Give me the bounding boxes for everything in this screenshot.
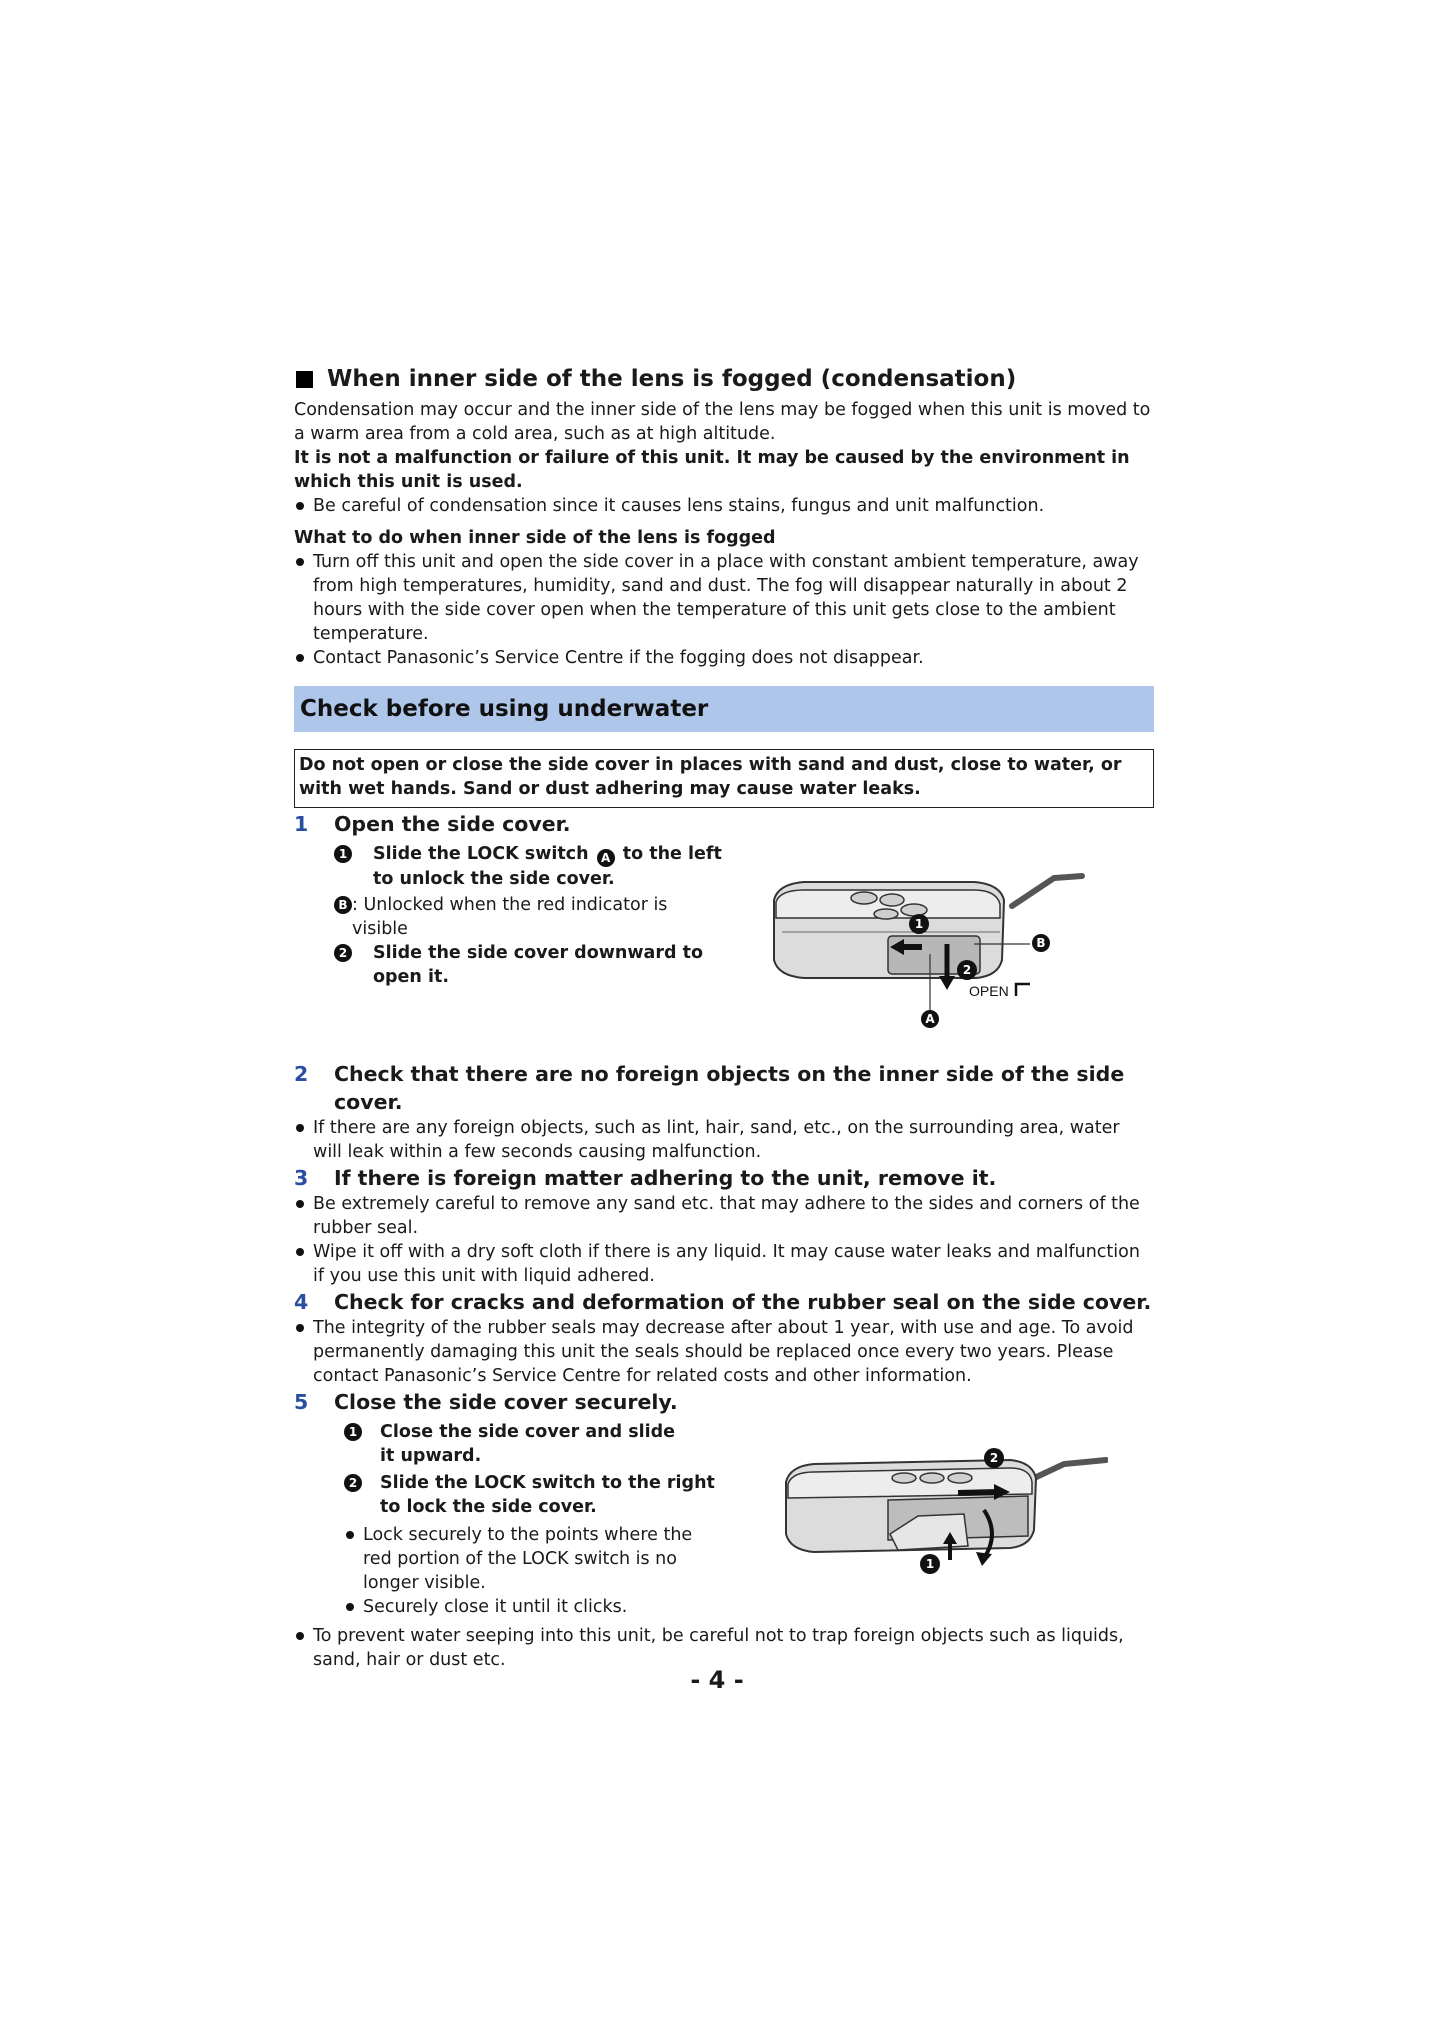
step-5-title: Close the side cover securely.	[334, 1390, 678, 1414]
page-content	[294, 362, 1154, 1672]
warning-box: Do not open or close the side cover in places with sand and dust, close to water, or with wet hands. Sand or dust adhering may cause water leaks.	[294, 749, 1154, 808]
step-5-number: 5	[294, 1390, 309, 1414]
open-label: OPEN	[969, 983, 1009, 999]
step-5-bullet-1: Lock securely to the points where the red portion of the LOCK switch is no longer visible.	[344, 1523, 708, 1595]
step-4-title: Check for cracks and deformation of the rubber seal on the side cover.	[334, 1290, 1152, 1314]
step-5-sub-2	[344, 1471, 734, 1519]
fig1-marker-1-icon: 1	[909, 914, 929, 934]
open-cover-illustration	[764, 848, 1094, 1040]
step-1-details	[294, 838, 1154, 1060]
fig2-marker-2-icon: 2	[984, 1448, 1004, 1468]
fog-bullet-1: Turn off this unit and open the side cover in a place with constant ambient temperature, away from high temperatures, humidity, sand and dust. The fog will disappear naturally in about 2 hours with the side cover open when the temperature of this unit gets close to the ambient temperature.	[294, 550, 1154, 646]
close-cover-illustration	[778, 1434, 1108, 1584]
step-3	[294, 1164, 1154, 1192]
condensation-heading	[294, 362, 1154, 396]
final-bullet: To prevent water seeping into this unit, be careful not to trap foreign objects such as liquids, sand, hair or dust etc.	[294, 1624, 1154, 1672]
step-1-sub-1	[334, 842, 724, 891]
step-3-bullet-2: Wipe it off with a dry soft cloth if there is any liquid. It may cause water leaks and malfunction if you use this unit with liquid adhered.	[294, 1240, 1154, 1288]
circled-number-1-icon: 1	[334, 845, 352, 863]
camera-close-diagram	[778, 1434, 1108, 1584]
step-4-number: 4	[294, 1290, 309, 1314]
step-5-sub-2-text: Slide the LOCK switch to the right to lock the side cover.	[380, 1473, 715, 1517]
circled-number-2-icon: 2	[334, 944, 352, 962]
step-5-bullet-2: Securely close it until it clicks.	[344, 1595, 708, 1619]
condensation-paragraph: Condensation may occur and the inner side of the lens may be fogged when this unit is moved to a warm area from a cold area, such as at high altitude.	[294, 400, 1151, 444]
step-1	[294, 810, 1154, 838]
square-bullet-icon	[296, 371, 313, 388]
step-2	[294, 1060, 1154, 1116]
step-2-title: Check that there are no foreign objects on the inner side of the side cover.	[334, 1062, 1125, 1114]
step-1-note-text: : Unlocked when the red indicator is visible	[352, 895, 668, 939]
step-5-details	[294, 1416, 1154, 1624]
section-banner	[294, 686, 1154, 732]
step-1-title: Open the side cover.	[334, 812, 571, 836]
page-number: - 4 -	[690, 1666, 744, 1694]
fog-bullet-2: Contact Panasonic’s Service Centre if the fogging does not disappear.	[294, 646, 1154, 670]
step-2-bullet: If there are any foreign objects, such as lint, hair, sand, etc., on the surrounding area, water will leak within a few seconds causing malfunction.	[294, 1116, 1154, 1164]
step-1-sub-2	[334, 941, 724, 989]
section-banner-title: Check before using underwater	[300, 696, 709, 722]
step-1-sub-1-text-b: to the left to unlock the side cover.	[373, 844, 722, 889]
step-4	[294, 1288, 1154, 1316]
circled-number-2-icon: 2	[344, 1474, 362, 1492]
step-5-sub-1-text: Close the side cover and slide it upward.	[380, 1422, 676, 1466]
step-3-number: 3	[294, 1166, 309, 1190]
step-1-note	[334, 893, 724, 941]
step-1-sub-1-text-a: Slide the LOCK switch	[373, 844, 589, 864]
fog-subheading: What to do when inner side of the lens is fogged	[294, 528, 776, 548]
step-5-sub-1	[344, 1420, 734, 1468]
step-3-bullet-1: Be extremely careful to remove any sand etc. that may adhere to the sides and corners of the rubber seal.	[294, 1192, 1154, 1240]
circled-letter-b-icon: B	[334, 896, 352, 914]
condensation-bullet: Be careful of condensation since it causes lens stains, fungus and unit malfunction.	[294, 494, 1154, 518]
fig1-marker-b-icon: B	[1032, 934, 1050, 952]
fig1-marker-2-icon: 2	[957, 960, 977, 980]
circled-number-1-icon: 1	[344, 1423, 362, 1441]
condensation-heading-text: When inner side of the lens is fogged (condensation)	[327, 366, 1017, 392]
step-1-number: 1	[294, 812, 309, 836]
step-1-sub-2-text: Slide the side cover downward to open it.	[373, 943, 703, 987]
circled-letter-a-icon: A	[597, 849, 615, 867]
step-2-number: 2	[294, 1062, 309, 1086]
fig1-marker-a-icon: A	[921, 1010, 939, 1028]
fig2-marker-1-icon: 1	[920, 1554, 940, 1574]
step-3-title: If there is foreign matter adhering to the unit, remove it.	[334, 1166, 997, 1190]
step-5	[294, 1388, 1154, 1416]
step-4-bullet: The integrity of the rubber seals may decrease after about 1 year, with use and age. To avoid permanently damaging this unit the seals should be replaced once every two years. Please contact Panasonic’s Service Centre for related costs and other information.	[294, 1316, 1154, 1388]
condensation-bold-paragraph: It is not a malfunction or failure of this unit. It may be caused by the environment in which this unit is used.	[294, 448, 1130, 492]
